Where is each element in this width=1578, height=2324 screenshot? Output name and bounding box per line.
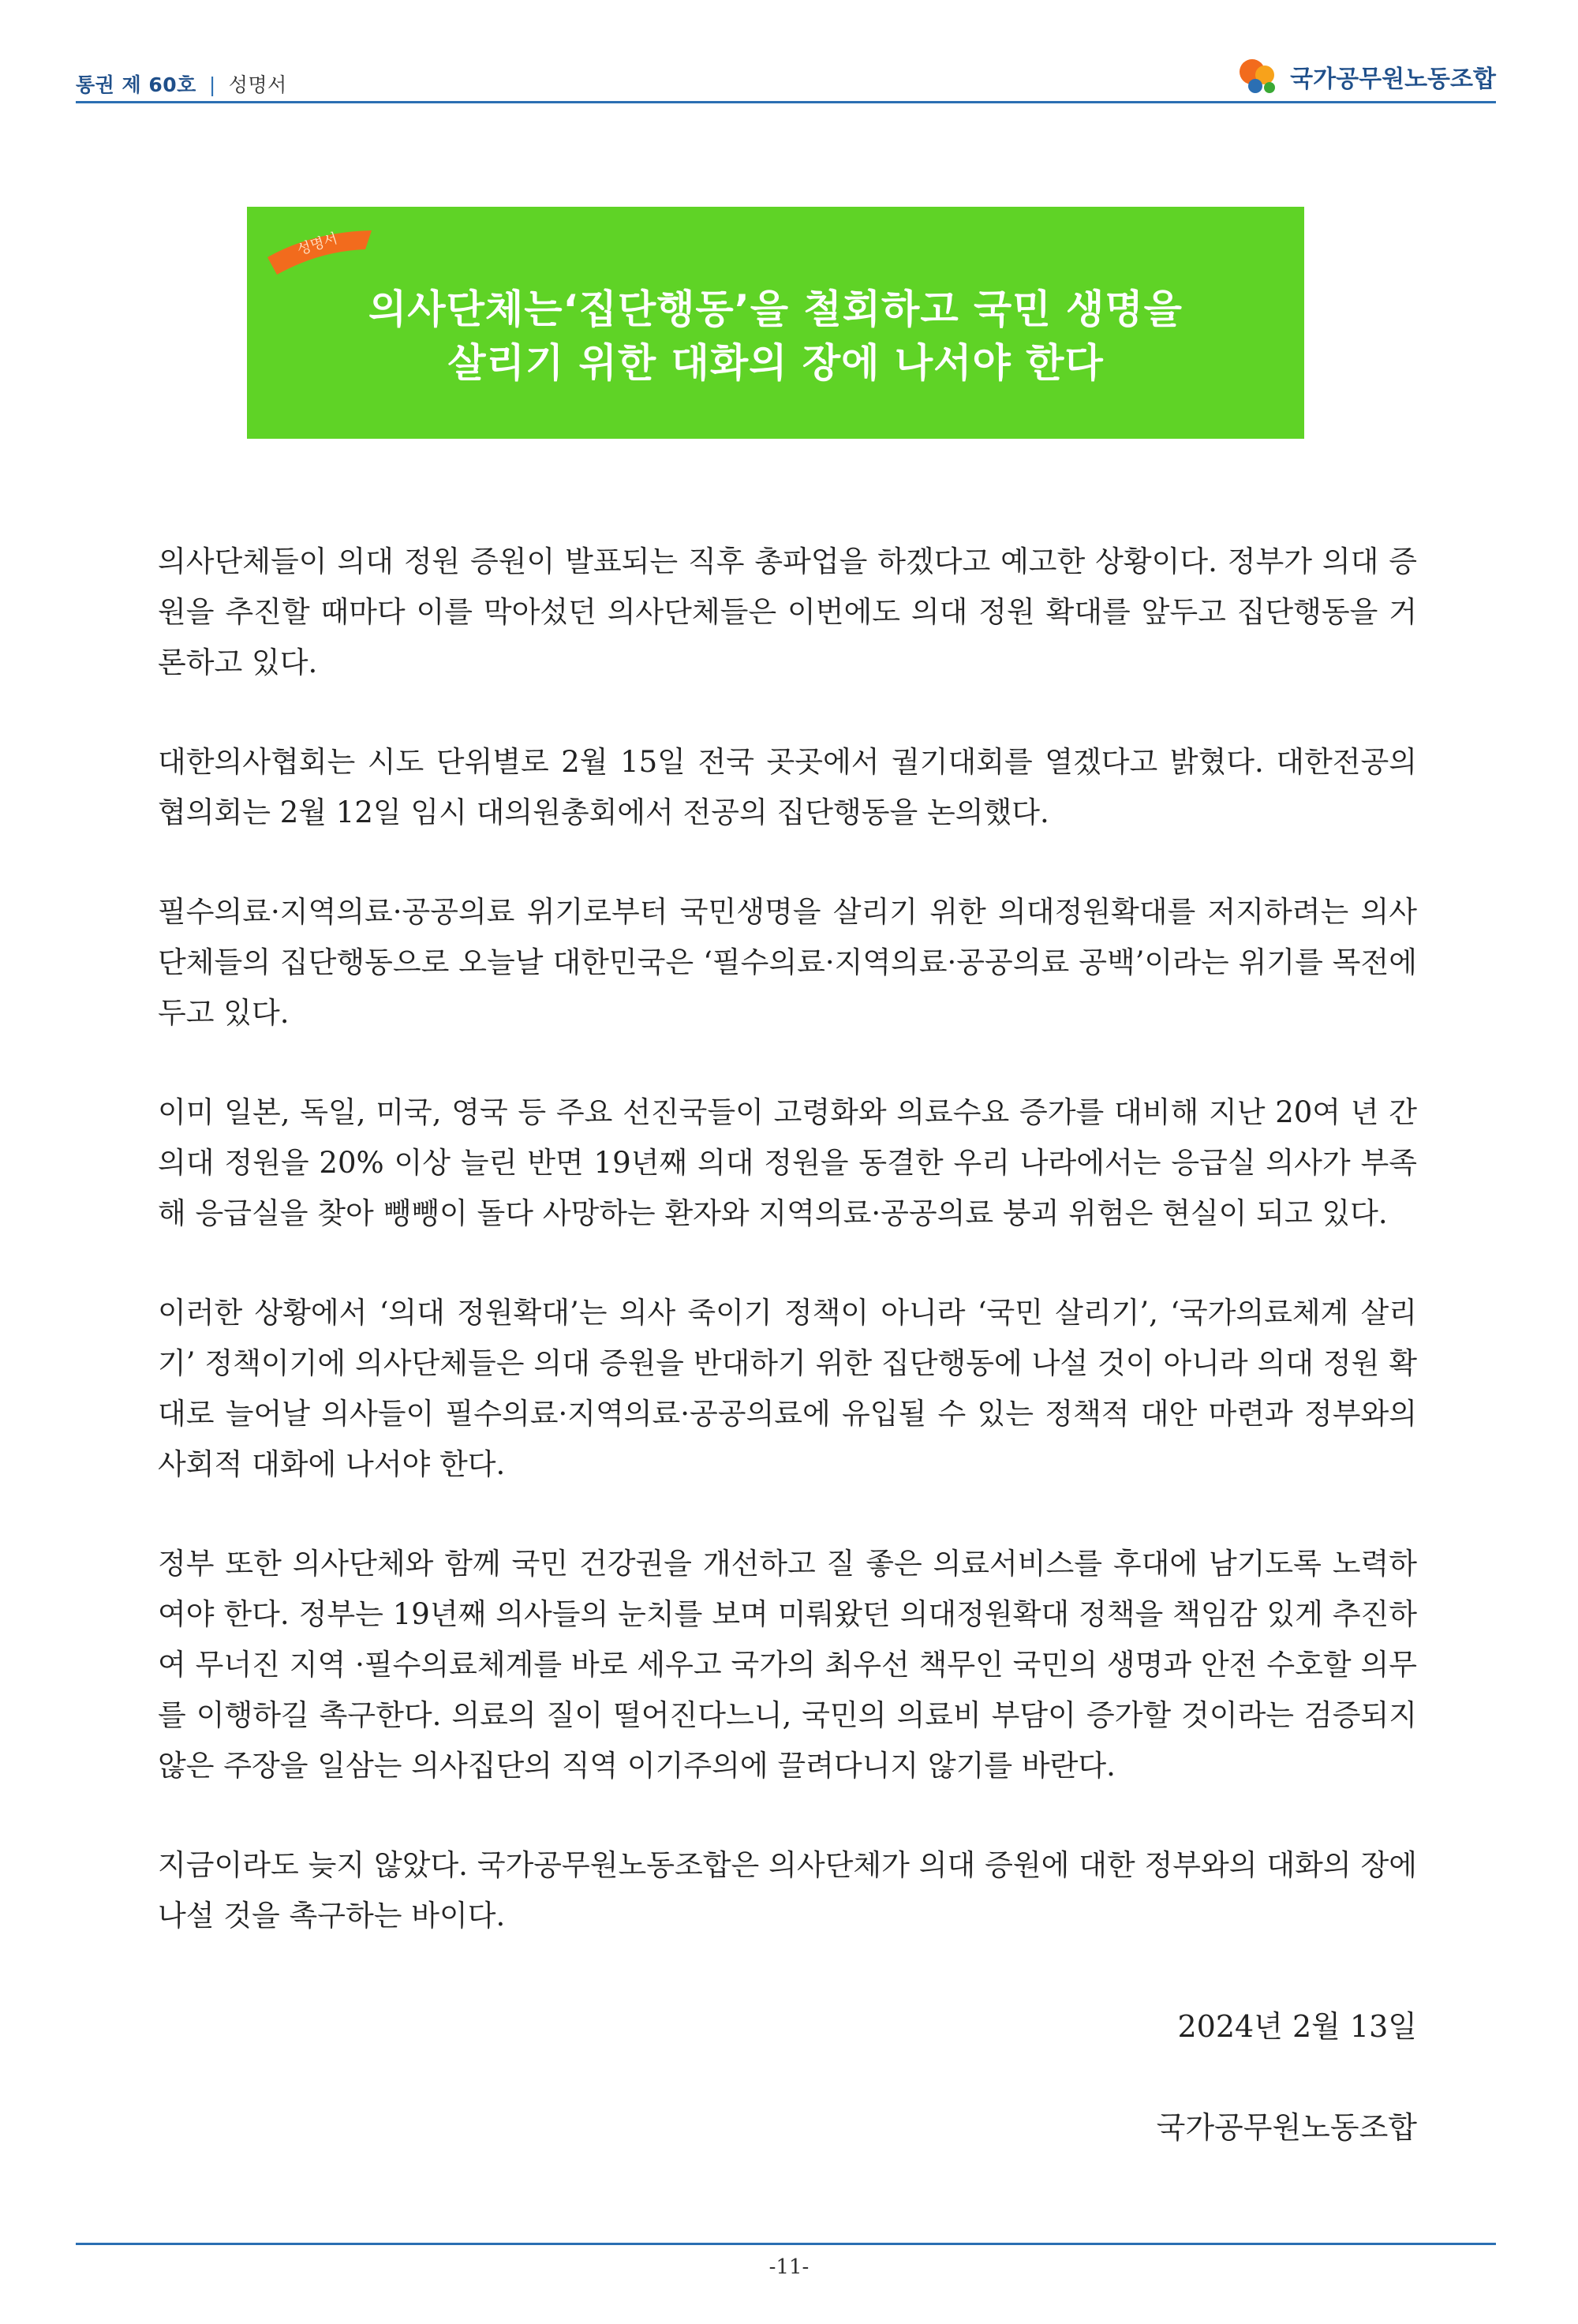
paragraph: 필수의료·지역의료·공공의료 위기로부터 국민생명을 살리기 위한 의대정원확대를 저지하려는 의사단체들의 집단행동으로 오늘날 대한민국은 ‘필수의료·지역의료·공공의료 공백’이라는 위기를 목전에 두고 있다.: [158, 895, 1417, 1030]
paragraph: 정부 또한 의사단체와 함께 국민 건강권을 개선하고 질 좋은 의료서비스를 후대에 남기도록 노력하여야 한다. 정부는 19년째 의사들의 눈치를 보며 미뤄왔던 의대정원확대 정책을 책임감 있게 추진하여 무너진 지역 ·필수의료체계를 바로 세우고 국가의 최우선 책무인 국민의 생명과 안전 수호할 의무를 이행하길 촉구한다. 의료의 질이 떨어진다느니, 국민의 의료비 부담이 증가할 것이라는 검증되지 않은 주장을 일삼는 의사집단의 직역 이기주의에 끌려다니지 않기를 바란다.: [158, 1547, 1417, 1783]
issue-number: 통권 제 60호: [76, 73, 196, 96]
org-logo-text: 국가공무원노동조합: [1290, 65, 1496, 93]
org-logo: [1236, 57, 1496, 96]
section-name: 성명서: [228, 73, 287, 96]
statement-date: 2024년 2월 13일: [1177, 2009, 1417, 2044]
title-line-1: 의사단체는‘집단행동’을 철회하고 국민 생명을: [368, 286, 1183, 332]
page-header: [76, 51, 1496, 103]
paragraph: 이러한 상황에서 ‘의대 정원확대’는 의사 죽이기 정책이 아니라 ‘국민 살리기’, ‘국가의료체계 살리기’ 정책이기에 의사단체들은 의대 증원을 반대하기 위한 집단행동에 나설 것이 아니라 의대 정원 확대로 늘어날 의사들이 필수의료·지역의료·공공의료에 유입될 수 있는 정책적 대안 마련과 정부와의 사회적 대화에 나서야 한다.: [158, 1296, 1418, 1481]
paragraph: 지금이라도 늦지 않았다. 국가공무원노동조합은 의사단체가 의대 증원에 대한 정부와의 대화의 장에 나설 것을 촉구하는 바이다.: [158, 1848, 1417, 1933]
title-box: [247, 207, 1304, 439]
title-line-2: 살리기 위한 대화의 장에 나서야 한다: [447, 340, 1104, 386]
header-separator: |: [208, 73, 216, 96]
paragraph: 대한의사협회는 시도 단위별로 2월 15일 전국 곳곳에서 궐기대회를 열겠다고 밝혔다. 대한전공의 협의회는 2월 12일 임시 대의원총회에서 전공의 집단행동을 논의했다.: [158, 745, 1417, 829]
footer-divider: [76, 2243, 1496, 2245]
statement-badge-label: 성명서: [295, 230, 340, 259]
statement-body: [158, 537, 1417, 1990]
header-issue-info: [76, 69, 287, 98]
union-logo-icon: [1236, 56, 1282, 97]
paragraph: 의사단체들이 의대 정원 증원이 발표되는 직후 총파업을 하겠다고 예고한 상황이다. 정부가 의대 증원을 추진할 때마다 이를 막아섰던 의사단체들은 이번에도 의대 정원 확대를 앞두고 집단행동을 거론하고 있다.: [158, 545, 1418, 679]
page-number: -11-: [768, 2255, 810, 2279]
statement-signatory: 국가공무원노동조합: [1156, 2110, 1417, 2145]
paragraph: 이미 일본, 독일, 미국, 영국 등 주요 선진국들이 고령화와 의료수요 증가를 대비해 지난 20여 년 간 의대 정원을 20% 이상 늘린 반면 19년째 의대 정원을 동결한 우리 나라에서는 응급실 의사가 부족해 응급실을 찾아 뺑뺑이 돌다 사망하는 환자와 지역의료·공공의료 붕괴 위험은 현실이 되고 있다.: [158, 1095, 1417, 1230]
